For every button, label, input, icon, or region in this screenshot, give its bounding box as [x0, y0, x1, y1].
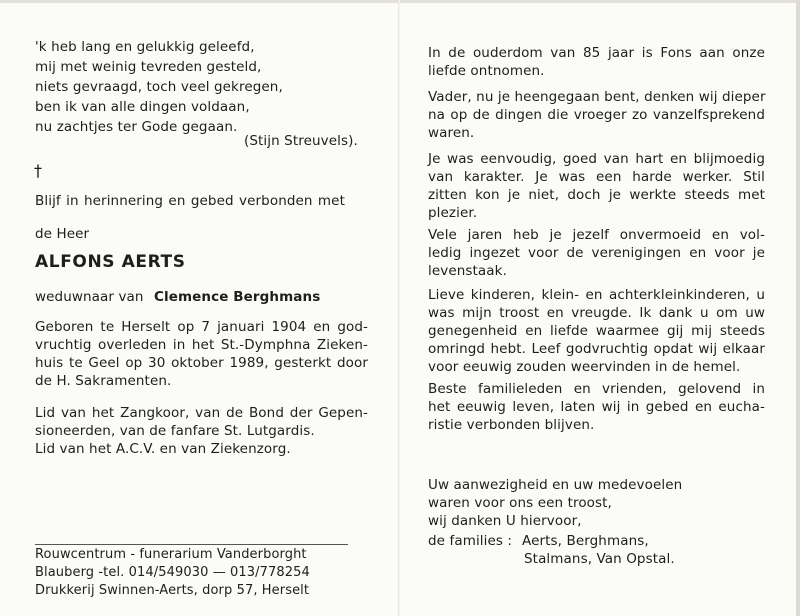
text-line: plezier.: [428, 205, 478, 221]
spouse-name: Clemence Berghmans: [153, 289, 321, 305]
poem-line: nu zachtjes ter Gode gegaan.: [35, 119, 238, 135]
imprint-line: Rouwcentrum - funerarium Vanderborght: [35, 547, 307, 562]
intro-text: Blijf in herinnering en gebed verbonden met: [35, 193, 345, 209]
details-line: de H. Sakramenten.: [35, 373, 172, 389]
widower-line: [35, 288, 320, 306]
card-edge-right: [796, 0, 800, 616]
text-line: waren.: [428, 125, 475, 141]
deceased-name: ALFONS AERTS: [35, 252, 186, 272]
imprint-line: Blauberg -tel. 014/549030 — 013/778254: [35, 565, 310, 580]
poem-author: (Stijn Streuvels).: [244, 133, 358, 149]
imprint-line: Drukkerij Swinnen-Aerts, dorp 57, Herselt: [35, 583, 310, 598]
card-edge-top: [0, 0, 800, 3]
text-line: Vader, nu je heengegaan bent, denken wij dieper: [428, 89, 766, 105]
widower-prefix: weduwnaar van: [35, 289, 144, 305]
family-names: Aerts, Berghmans,: [522, 533, 649, 549]
text-line: zitten kon je niet, doch je werkte steeds met: [428, 187, 765, 203]
families-label: de families :: [428, 533, 513, 549]
text-line: In de ouderdom van 85 jaar is Fons aan onze: [428, 45, 765, 61]
family-names: Stalmans, Van Opstal.: [524, 551, 675, 567]
imprint-divider: [35, 544, 348, 545]
details-line: vruchtig overleden in het St.-Dymphna Zieken-: [35, 337, 368, 353]
membership-line: Lid van het Zangkoor, van de Bond der Gepen-: [35, 405, 368, 421]
thanks-line: Uw aanwezigheid en uw medevoelen: [428, 477, 683, 493]
text-line: omringd hebt. Leef godvruchtig opdat wij elkaar: [428, 341, 765, 357]
membership-line: Lid van het A.C.V. en van Ziekenzorg.: [35, 441, 291, 457]
text-line: Beste familieleden en vrienden, gelovend in: [428, 381, 765, 397]
salutation: de Heer: [35, 226, 90, 242]
text-line: Vele jaren heb je jezelf onvermoeid en vol-: [428, 227, 765, 243]
text-line: was mijn troost en vreugde. Ik dank u om uw: [428, 305, 765, 321]
text-line: Je was eenvoudig, goed van hart en blijmoedig: [428, 151, 765, 167]
poem-line: ben ik van alle dingen voldaan,: [35, 99, 250, 115]
text-line: genegenheid en liefde waarmee gij mij steeds: [428, 323, 765, 339]
membership-line: sioneerden, van de fanfare St. Lutgardis.: [35, 423, 315, 439]
thanks-line: waren voor ons een troost,: [428, 495, 612, 511]
poem-line: 'k heb lang en gelukkig geleefd,: [35, 39, 255, 55]
poem-line: mij met weinig tevreden gesteld,: [35, 59, 262, 75]
text-line: liefde ontnomen.: [428, 63, 545, 79]
details-line: huis te Geel op 30 oktober 1989, gesterkt door: [35, 355, 368, 371]
text-line: voor eeuwig zouden weervinden in de hemel.: [428, 359, 741, 375]
text-line: Lieve kinderen, klein- en achterkleinkinderen, u: [428, 287, 765, 303]
text-line: ristie verbonden blijven.: [428, 417, 595, 433]
cross-icon: †: [34, 161, 43, 180]
text-line: ledig ingezet voor de verenigingen en voor je: [428, 245, 765, 261]
details-line: Geboren te Herselt op 7 januari 1904 en god-: [35, 319, 368, 335]
text-line: van karakter. Je was een harde werker. Stil: [428, 169, 765, 185]
text-line: het eeuwig leven, laten wij in gebed en eucha-: [428, 399, 765, 415]
text-line: na op de dingen die vroeger zo vanzelfsprekend: [428, 107, 765, 123]
text-line: levenstaak.: [428, 263, 507, 279]
thanks-line: wij danken U hiervoor,: [428, 513, 582, 529]
card-fold: [398, 0, 400, 616]
poem-line: niets gevraagd, toch veel gekregen,: [35, 79, 283, 95]
